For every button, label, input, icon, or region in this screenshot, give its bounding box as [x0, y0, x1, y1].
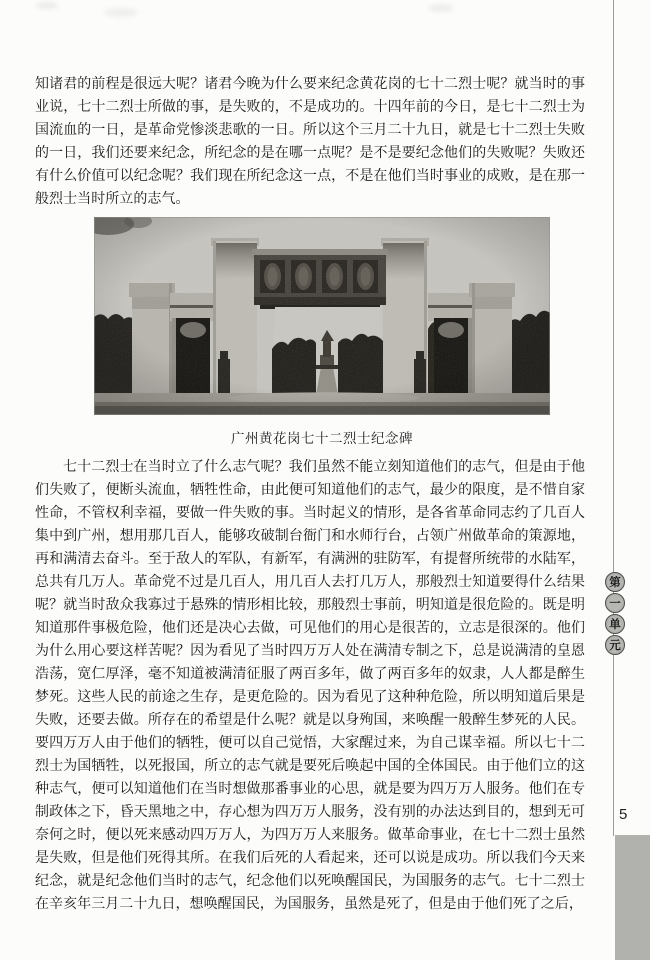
- page-edge-tab: [615, 835, 650, 960]
- main-text-column: [35, 73, 585, 916]
- scan-smudge: [104, 8, 138, 17]
- body-paragraph-1: 知诸君的前程是很远大呢？诸君今晚为什么要来纪念黄花岗的七十二烈士呢？就当时的事业说，七十二烈士所做的事，是失败的，不是成功的。十四年前的今日，是七十二烈士为国流血的一日，是革命党惨淡悲歌的一日。所以这个三月二十九日，就是七十二烈士失败的一日，我们还要来纪念，所纪念的是在哪一点呢？是不是要纪念他们的失败呢？失败还有什么价值可以纪念呢？我们现在所纪念这一点，不是在他们当时事业的成败，是在那一般烈士当时所立的志气。: [35, 77, 585, 207]
- unit-badge-char-1: 第: [605, 572, 625, 592]
- photo-caption: 广州黄花岗七十二烈士纪念碑: [231, 431, 413, 446]
- scan-smudge: [428, 4, 454, 12]
- page-number: 5: [619, 806, 628, 823]
- body-paragraph-2: 七十二烈士在当时立了什么志气呢？我们虽然不能立刻知道他们的志气，但是由于他们失败了，便断头流血，牺牲性命，由此便可知道他们的志气，最少的限度，是不惜自家性命，不管权利幸福，要做一件失败的事。当时起义的情形，是各省革命同志约了几百人集中到广州，想用那几百人，能够攻破制台衙门和水师行台，占领广州做革命的策源地，再和满清去奋斗。至于敌人的军队，有新军，有满洲的驻防军，有提督所统带的水陆军，总共有几万人。革命党不过是几百人，用几百人去打几万人，那般烈士知道要得什么结果呢？就当时敌众我寡过于悬殊的情形相比较，那般烈士事前，明知道是很危险的。既是明知道那件事极危险，他们还是决心去做，可见他们的用心是很苦的，立志是很深的。他们为什么用心要这样苦呢？因为看见了当时四万万人处在满清专制之下，总是说满清的皇恩浩荡，宽仁厚泽，毫不知道被满清征服了两百多年，做了两百多年的奴隶，人人都是醉生梦死。这些人民的前途之生存，是更危险的。因为看见了这种种危险，所以明知道后果是失败，还要去做。所存在的希望是什么呢？就是以身殉国，来唤醒一般醉生梦死的人民。要四万万人由于他们的牺牲，便可以自己觉悟，大家醒过来，为自己谋幸福。所以七十二烈士为国牺牲，以死报国，所立的志气就是要死后唤起中国的全体国民。由于他们立的这种志气，便可以知道他们在当时想做那番事业的心思，就是要为四万万人服务。他们在专制政体之下，昏天黑地之中，存心想为四万万人服务，没有别的办法达到目的，想到无可奈何之时，便以死来感动四万万人，为四万万人来服务。做革命事业，在七十二烈士虽然是失败，但是他们死得其所。在我们后死的人看起来，还可以说是成功。所以我们今天来纪念，就是纪念他们当时的志气，纪念他们以死唤醒国民，为国服务的志气。七十二烈士在辛亥年三月二十九日，想唤醒国民，为国服务，虽然是死了，但是由于他们死了之后，: [35, 460, 585, 912]
- memorial-photo-figure: [35, 217, 585, 447]
- unit-tab: [605, 572, 625, 655]
- scan-smudge: [36, 2, 58, 9]
- memorial-gate-photo: [94, 217, 550, 415]
- unit-badge-char-2: 一: [605, 593, 625, 613]
- unit-badge-char-4: 元: [605, 635, 625, 655]
- margin-rule: [613, 0, 614, 836]
- memorial-gate-photo-svg: [94, 217, 550, 415]
- unit-badge-char-3: 单: [605, 614, 625, 634]
